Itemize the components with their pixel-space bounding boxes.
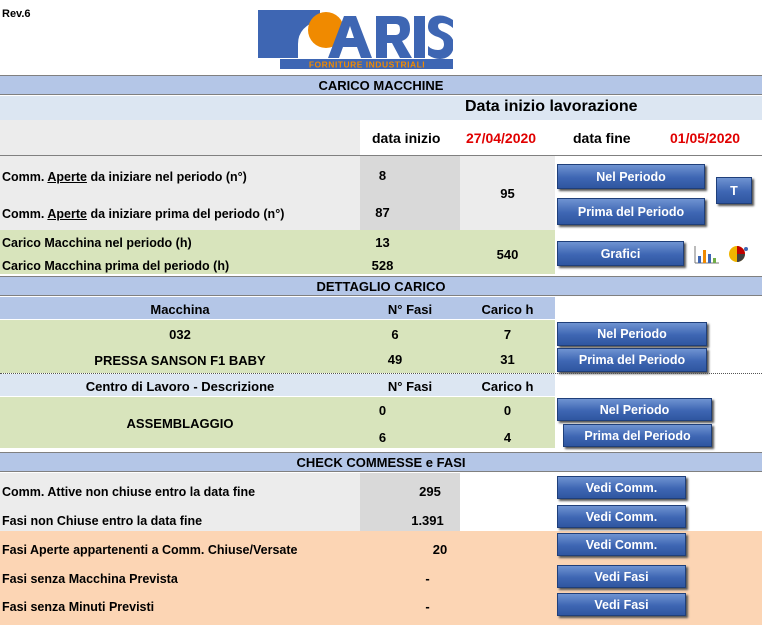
- dettaglio-carico-header: DETTAGLIO CARICO: [0, 276, 762, 296]
- data-inizio-lavorazione-label: Data inizio lavorazione: [465, 98, 638, 115]
- comm-total-value: 95: [500, 186, 515, 201]
- data-fine-value[interactable]: 01/05/2020: [670, 130, 741, 146]
- comm-aperte-nel-periodo-value: 8: [378, 168, 387, 183]
- grafici-button[interactable]: Grafici: [557, 241, 684, 266]
- logo-subtitle: FORNITURE INDUSTRIALI: [308, 59, 426, 70]
- macchina-carico-2: 31: [500, 352, 515, 367]
- macchina-carico-1: 7: [503, 327, 512, 342]
- centro-prima-periodo-button[interactable]: Prima del Periodo: [563, 424, 712, 447]
- centro-fasi-1: 0: [378, 403, 387, 418]
- centro-name: ASSEMBLAGGIO: [126, 416, 234, 431]
- check-row-1-value: 295: [419, 484, 441, 499]
- aris-logo: [258, 8, 453, 70]
- macchina-prima-periodo-button[interactable]: Prima del Periodo: [557, 348, 707, 372]
- centro-carico-2: 4: [503, 430, 512, 445]
- macchina-fasi-2: 49: [387, 352, 403, 367]
- revision-label: Rev.6: [2, 8, 31, 20]
- carico-total-value: 540: [496, 247, 519, 262]
- centro-column-header: Centro di Lavoro - Descrizione: [85, 379, 275, 394]
- check-row-1-label: Comm. Attive non chiuse entro la data fine: [2, 485, 256, 499]
- prima-del-periodo-button[interactable]: Prima del Periodo: [557, 198, 705, 225]
- macchina-fasi-1: 6: [391, 327, 399, 342]
- data-fine-label: data fine: [573, 130, 631, 146]
- nel-periodo-button[interactable]: Nel Periodo: [557, 164, 705, 189]
- check-row-5-value: -: [425, 599, 430, 614]
- carico-nel-periodo-value: 13: [375, 235, 390, 250]
- check-commesse-header: CHECK COMMESSE e FASI: [0, 452, 762, 472]
- centro-carico-1: 0: [503, 403, 512, 418]
- carico-prima-periodo-value: 528: [371, 258, 394, 273]
- comm-aperte-prima-periodo-value: 87: [375, 205, 390, 220]
- bar-chart-icon[interactable]: [694, 244, 720, 269]
- carico-nel-periodo-label: Carico Macchina nel periodo (h): [2, 236, 192, 250]
- macchina-name: PRESSA SANSON F1 BABY: [94, 353, 266, 368]
- vedi-comm-button-2[interactable]: Vedi Comm.: [557, 505, 686, 528]
- carico-prima-periodo-label: Carico Macchina prima del periodo (h): [2, 259, 230, 273]
- check-row-3-value: 20: [432, 542, 448, 557]
- comm-aperte-prima-periodo-label: Comm. Aperte da iniziare prima del periodo (n°): [2, 207, 285, 221]
- comm-aperte-nel-periodo-label: Comm. Aperte da iniziare nel periodo (n°): [2, 170, 247, 184]
- centro-carico-column-header: Carico h: [481, 379, 534, 394]
- vedi-fasi-button-1[interactable]: Vedi Fasi: [557, 565, 686, 588]
- carico-column-header: Carico h: [481, 302, 534, 317]
- check-row-4-value: -: [425, 571, 430, 586]
- check-row-5-label: Fasi senza Minuti Previsti: [2, 600, 155, 614]
- check-row-2-value: 1.391: [411, 513, 444, 528]
- macchina-nel-periodo-button[interactable]: Nel Periodo: [557, 322, 707, 346]
- vedi-comm-button-1[interactable]: Vedi Comm.: [557, 476, 686, 499]
- vedi-fasi-button-2[interactable]: Vedi Fasi: [557, 593, 686, 616]
- centro-nel-periodo-button[interactable]: Nel Periodo: [557, 398, 712, 421]
- data-inizio-band: [0, 96, 762, 120]
- carico-macchine-header: CARICO MACCHINE: [0, 75, 762, 95]
- macchina-code: 032: [169, 327, 191, 342]
- fasi-column-header: N° Fasi: [387, 302, 433, 317]
- check-row-4-label: Fasi senza Macchina Prevista: [2, 572, 178, 586]
- data-inizio-value[interactable]: 27/04/2020: [466, 130, 537, 146]
- pie-chart-icon[interactable]: [727, 244, 749, 269]
- macchina-column-header: Macchina: [150, 302, 210, 317]
- centro-fasi-2: 6: [378, 430, 387, 445]
- centro-fasi-column-header: N° Fasi: [387, 379, 433, 394]
- t-button[interactable]: T: [716, 177, 752, 204]
- logo-graphic: [258, 8, 453, 70]
- check-row-2-label: Fasi non Chiuse entro la data fine: [2, 514, 203, 528]
- check-row-3-label: Fasi Aperte appartenenti a Comm. Chiuse/Versate: [2, 543, 298, 557]
- data-inizio-label: data inizio: [372, 130, 441, 146]
- vedi-comm-button-3[interactable]: Vedi Comm.: [557, 533, 686, 556]
- dates-row-left-fill: [0, 120, 360, 155]
